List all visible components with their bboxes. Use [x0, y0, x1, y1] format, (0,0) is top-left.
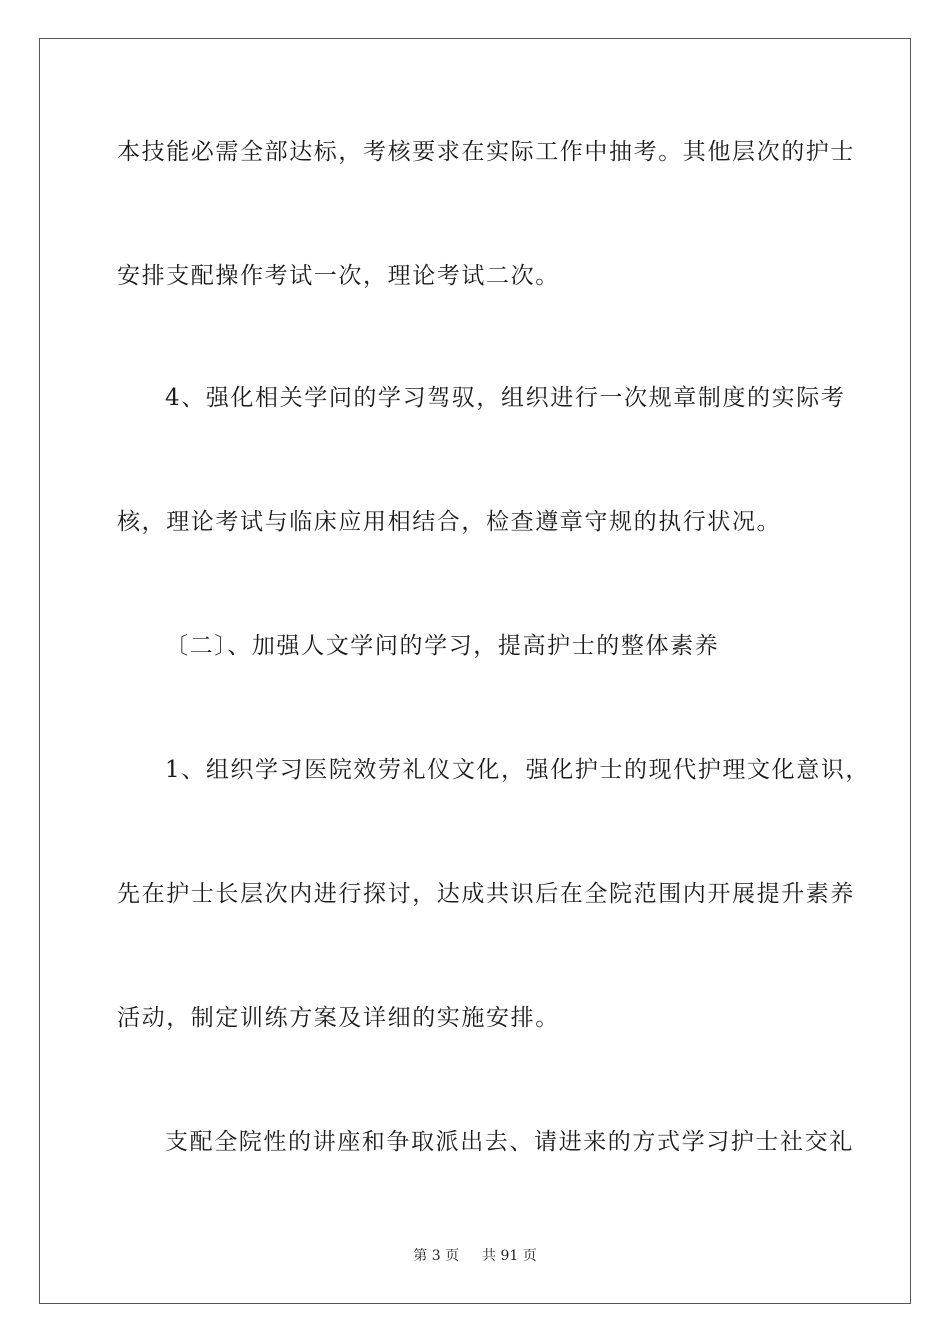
paragraph-line-6: 1、组织学习医院效劳礼仪文化，强化护士的现代护理文化意识，: [165, 757, 871, 783]
paragraph-line-7: 先在护士长层次内进行探讨，达成共识后在全院范围内开展提升素养: [117, 881, 855, 907]
section-heading: 〔二〕、加强人文学问的学习，提高护士的整体素养: [165, 633, 720, 659]
page-footer: [0, 1245, 950, 1265]
paragraph-line-4: 核，理论考试与临床应用相结合，检查遵章守规的执行状况。: [117, 509, 782, 535]
page-number: 第 3 页: [413, 1248, 460, 1264]
page-total: 共 91 页: [482, 1248, 537, 1264]
paragraph-line-8: 活动，制定训练方案及详细的实施安排。: [117, 1005, 560, 1031]
page-border: [39, 38, 911, 1304]
paragraph-line-9: 支配全院性的讲座和争取派出去、请进来的方式学习护士社交礼: [165, 1129, 854, 1155]
paragraph-line-2: 安排支配操作考试一次，理论考试二次。: [117, 263, 560, 289]
paragraph-line-1: 本技能必需全部达标，考核要求在实际工作中抽考。其他层次的护士: [117, 139, 855, 165]
paragraph-line-3: 4、强化相关学问的学习驾驭，组织进行一次规章制度的实际考: [165, 385, 846, 411]
